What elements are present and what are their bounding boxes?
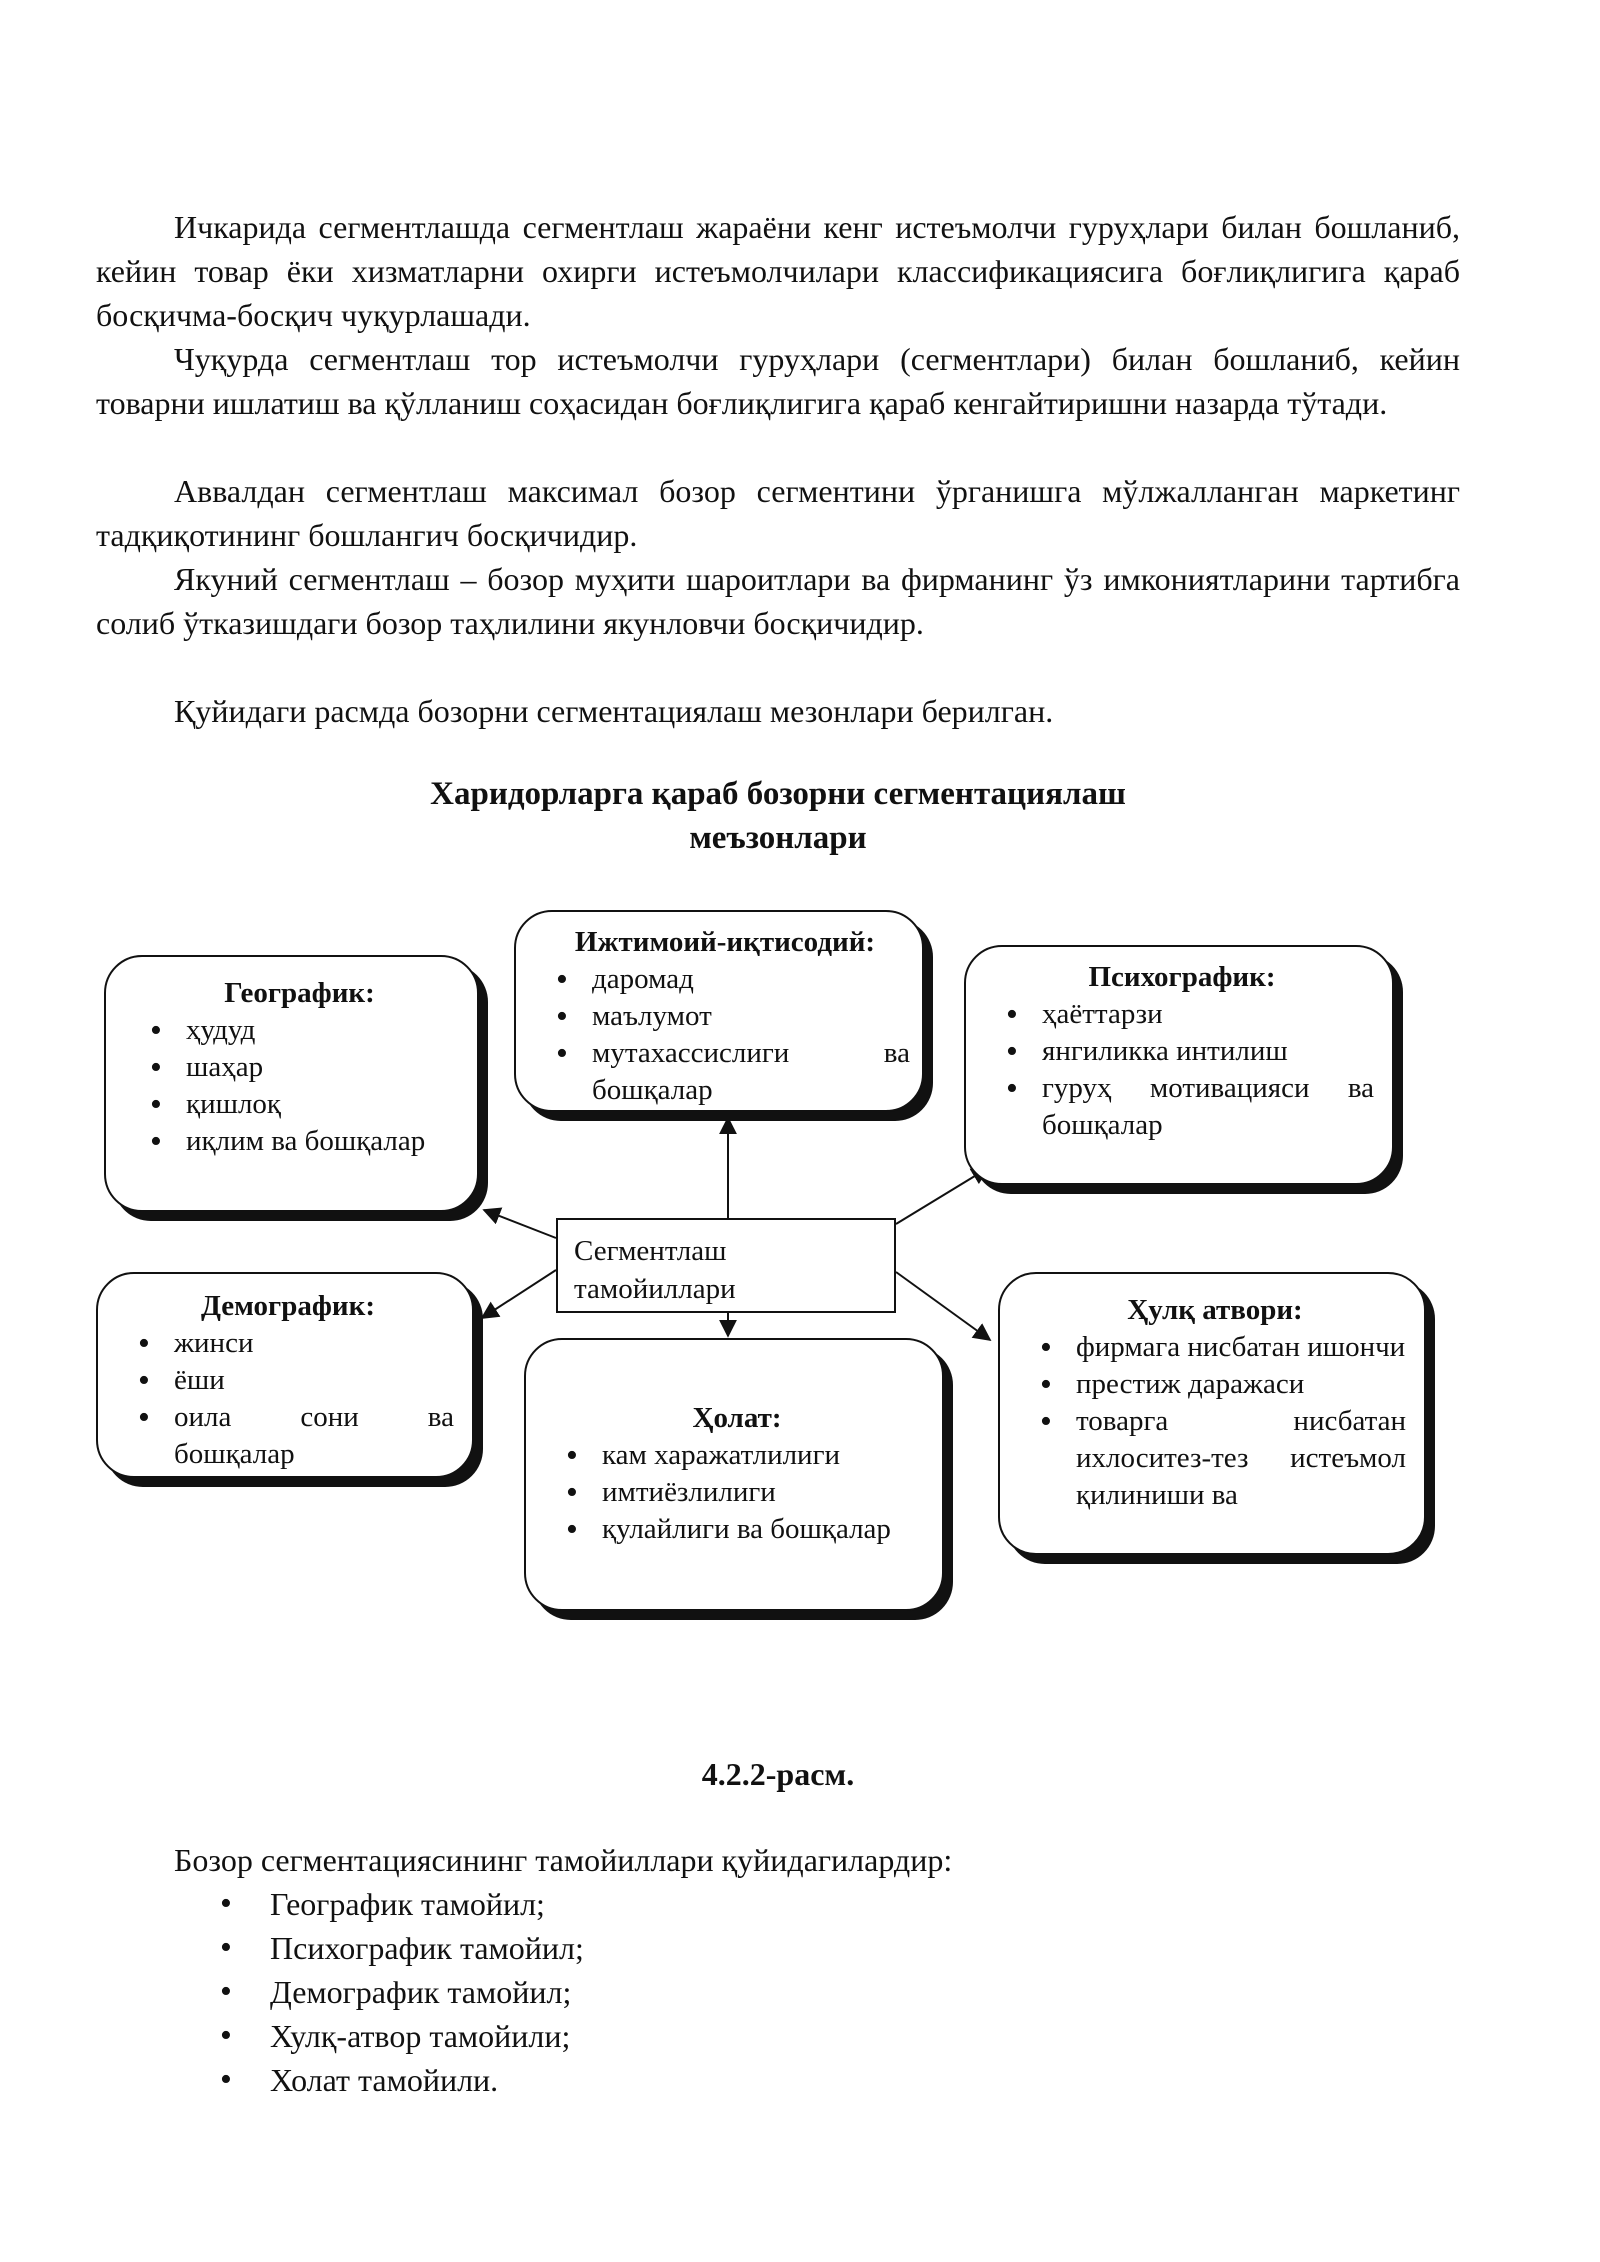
list-item: • фирмага нисбатан ишончи <box>1024 1329 1406 1366</box>
paragraph-inner-segmentation: Ичкарида сегментлашда сегментлаш жараёни кенг истеъмолчи гуруҳлари билан бошланиб, кейин товар ёки хизматларни охирги истеъмолчилари классификациясига боғлиқлигига қараб босқичма-босқич чуқурлашади. <box>96 209 1460 333</box>
paragraph-final-segmentation: Якуний сегментлаш – бозор муҳити шароитлари ва фирманинг ўз имкониятларини тартибга солиб ўтказишдаги бозор таҳлилини якунловчи босқичидир. <box>96 561 1460 641</box>
arrow-to-demographic <box>482 1270 556 1318</box>
psychographic-list <box>990 996 1374 1144</box>
behavior-title: Ҳулқ атвори: <box>1127 1294 1303 1326</box>
demographic-box <box>96 1272 474 1478</box>
list-item: • имтиёзлилиги <box>550 1474 924 1511</box>
list-item: • маълумот <box>540 998 910 1035</box>
list-item: • янгиликка интилиш <box>990 1033 1374 1070</box>
list-item: • кам харажатлилиги <box>550 1437 924 1474</box>
list-item: • ҳаёттарзи <box>990 996 1374 1033</box>
socioeconomic-title: Ижтимоий-иқтисодий: <box>574 926 876 958</box>
demographic-title: Демографик: <box>201 1290 375 1322</box>
figure-title-line2: меъзонлари <box>689 820 867 856</box>
arrow-to-behavior <box>896 1272 990 1340</box>
list-item: • Географик тамойил; <box>174 1882 584 1926</box>
list-item: • иқлим ва бошқалар <box>134 1123 465 1160</box>
list-item: • товарга нисбатан ихлоситез-тез истеъмол қилиниши ва <box>1024 1403 1406 1514</box>
psychographic-title: Психографик: <box>1088 961 1276 993</box>
list-item: • оила сони ва бошқалар <box>122 1399 454 1473</box>
list-item: • жинси <box>122 1325 454 1362</box>
list-item: • Хулқ-атвор тамойили; <box>174 2014 584 2058</box>
paragraph-figure-intro: Қуйидаги расмда бозорни сегментациялаш мезонлари берилган. <box>174 693 1054 729</box>
socioeconomic-box <box>514 910 924 1112</box>
list-item: • даромад <box>540 961 910 998</box>
list-item: • гуруҳ мотивацияси ва бошқалар <box>990 1070 1374 1144</box>
geographic-list <box>134 1012 465 1160</box>
figure-title-line1: Харидорларга қараб бозорни сегментациялаш <box>430 776 1126 812</box>
list-item: • ҳудуд <box>134 1012 465 1049</box>
list-item: • престиж даражаси <box>1024 1366 1406 1403</box>
list-item: • қулайлиги ва бошқалар <box>550 1511 924 1548</box>
center-label-line1: Сегментлаш <box>574 1235 727 1267</box>
psychographic-box <box>964 945 1394 1185</box>
paragraph-preliminary-segmentation: Аввалдан сегментлаш максимал бозор сегментини ўрганишга мўлжалланган маркетинг тадқиқотининг бошлангич босқичидир. <box>96 473 1460 553</box>
principles-list <box>174 1882 584 2102</box>
demographic-list <box>122 1325 454 1473</box>
center-label-line2: тамойиллари <box>574 1273 736 1305</box>
list-item: • мутахассислиги ва бошқалар <box>540 1035 910 1109</box>
situation-title: Ҳолат: <box>692 1402 782 1434</box>
geographic-title: Географик: <box>224 977 375 1009</box>
paragraph-deep-segmentation: Чуқурда сегментлаш тор истеъмолчи гуруҳлари (сегментлари) билан бошланиб, кейин товарни ишлатиш ва қўлланиш соҳасидан боғлиқлигига қараб кенгайтиришни назарда тўтади. <box>96 341 1460 421</box>
situation-box <box>524 1338 944 1611</box>
list-item: • Демографик тамойил; <box>174 1970 584 2014</box>
figure-caption: 4.2.2-расм. <box>701 1756 855 1792</box>
list-item: • Холат тамойили. <box>174 2058 584 2102</box>
geographic-box <box>104 955 479 1212</box>
socioeconomic-list <box>540 961 910 1109</box>
behavior-list <box>1024 1329 1406 1514</box>
list-item: • Психографик тамойил; <box>174 1926 584 1970</box>
situation-list <box>550 1437 924 1548</box>
list-item: • шаҳар <box>134 1049 465 1086</box>
arrow-to-psychographic <box>896 1168 988 1224</box>
principles-intro: Бозор сегментациясининг тамойиллари қуйидагилардир: <box>174 1842 953 1878</box>
segmentation-principles-center-box <box>556 1218 896 1313</box>
behavior-box <box>998 1272 1426 1555</box>
arrow-to-geographic <box>484 1210 556 1238</box>
list-item: • қишлоқ <box>134 1086 465 1123</box>
list-item: • ёши <box>122 1362 454 1399</box>
